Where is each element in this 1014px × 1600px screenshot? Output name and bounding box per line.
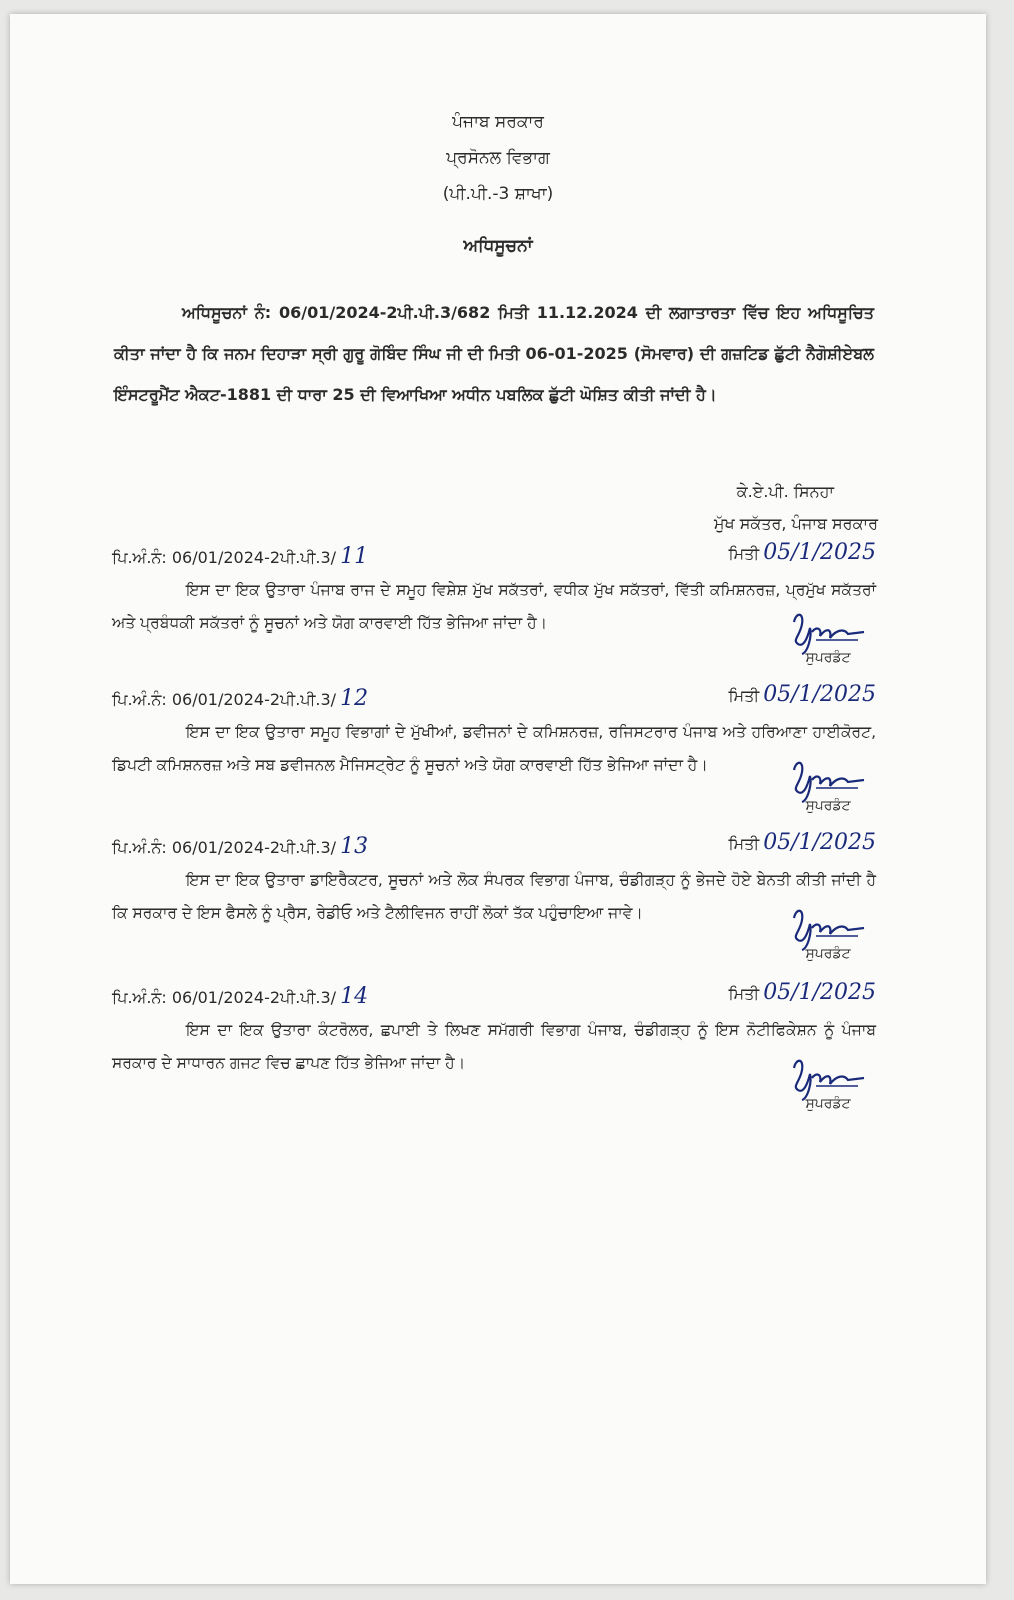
endorsement-text: ਇਸ ਦਾ ਇਕ ਉਤਾਰਾ ਡਾਇਰੈਕਟਰ, ਸੂਚਨਾਂ ਅਤੇ ਲੋਕ ਸੰਪਰਕ ਵਿਭਾਗ ਪੰਜਾਬ, ਚੰਡੀਗੜ੍ਹ ਨੂੰ ਭੇਜਦੇ ਹੋਏ ਬੇਨਤੀ ਕੀਤੀ ਜਾਂਦੀ ਹੈ ਕਿ ਸਰਕਾਰ ਦੇ ਇਸ ਫੈਸਲੇ ਨੂੰ ਪ੍ਰੈਸ, ਰੇਡੀਓ ਅਤੇ ਟੈਲੀਵਿਜਨ ਰਾਹੀਂ ਲੋਕਾਂ ਤੱਕ ਪਹੁੰਚਾਇਆ ਜਾਵੇ। <box>112 871 876 922</box>
signatory-block <box>714 476 878 540</box>
endorsement-text: ਇਸ ਦਾ ਇਕ ਉਤਾਰਾ ਕੰਟਰੋਲਰ, ਛਪਾਈ ਤੇ ਲਿਖਣ ਸਮੱਗਰੀ ਵਿਭਾਗ ਪੰਜਾਬ, ਚੰਡੀਗੜ੍ਹ ਨੂੰ ਇਸ ਨੋਟੀਫਿਕੇਸ਼ਨ ਨੂੰ ਪੰਜਾਬ ਸਰਕਾਰ ਦੇ ਸਾਧਾਰਨ ਗਜਟ ਵਿਚ ਛਾਪਣ ਹਿੱਤ ਭੇਜਿਆ ਜਾਂਦਾ ਹੈ। <box>112 1021 876 1072</box>
handwritten-ref-number: 14 <box>340 984 369 1009</box>
handwritten-date: 05/1/2025 <box>763 682 876 707</box>
endorsement-text: ਇਸ ਦਾ ਇਕ ਉਤਾਰਾ ਸਮੂਹ ਵਿਭਾਗਾਂ ਦੇ ਮੁੱਖੀਆਂ, ਡਵੀਜਨਾਂ ਦੇ ਕਮਿਸ਼ਨਰਜ਼, ਰਜਿਸਟਰਾਰ ਪੰਜਾਬ ਅਤੇ ਹਰਿਆਣਾ ਹਾਈਕੋਰਟ, ਡਿਪਟੀ ਕਮਿਸ਼ਨਰਜ਼ ਅਤੇ ਸਬ ਡਵੀਜਨਲ ਮੈਜਿਸਟ੍ਰੇਟ ਨੂੰ ਸੂਚਨਾਂ ਅਤੇ ਯੋਗ ਕਾਰਵਾਈ ਹਿੱਤ ਭੇਜਿਆ ਜਾਂਦਾ ਹੈ। <box>112 723 876 774</box>
superintendent-label: ਸੁਪਰਡੰਟ <box>805 798 851 814</box>
department-name: ਪ੍ਰਸੋਨਲ ਵਿਭਾਗ <box>446 148 550 168</box>
endorsement-date: ਮਿਤੀ 05/1/2025 <box>728 540 876 565</box>
superintendent-signature <box>786 902 870 962</box>
endorsement-ref: ਪਿ.ਅੰ.ਨੰ: 06/01/2024-2ਪੀ.ਪੀ.3/ 11 <box>112 544 369 569</box>
endorsement-ref: ਪਿ.ਅੰ.ਨੰ: 06/01/2024-2ਪੀ.ਪੀ.3/ 13 <box>112 834 369 859</box>
endorsement-3 <box>112 830 876 962</box>
endorsement-text: ਇਸ ਦਾ ਇਕ ਉਤਾਰਾ ਪੰਜਾਬ ਰਾਜ ਦੇ ਸਮੂਹ ਵਿਸ਼ੇਸ਼ ਮੁੱਖ ਸਕੱਤਰਾਂ, ਵਧੀਕ ਮੁੱਖ ਸਕੱਤਰਾਂ, ਵਿੱਤੀ ਕਮਿਸ਼ਨਰਜ਼, ਪ੍ਰਮੁੱਖ ਸਕੱਤਰਾਂ ਅਤੇ ਪ੍ਰਬੰਧਕੀ ਸਕੱਤਰਾਂ ਨੂੰ ਸੂਚਨਾਂ ਅਤੇ ਯੋਗ ਕਾਰਵਾਈ ਹਿੱਤ ਭੇਜਿਆ ਜਾਂਦਾ ਹੈ। <box>112 581 876 632</box>
signature-scribble-icon <box>786 754 870 804</box>
superintendent-signature <box>786 1052 870 1112</box>
superintendent-signature <box>786 754 870 814</box>
signatory-designation: ਮੁੱਖ ਸਕੱਤਰ, ਪੰਜਾਬ ਸਰਕਾਰ <box>713 514 878 533</box>
superintendent-label: ਸੁਪਰਡੰਟ <box>805 1096 851 1112</box>
superintendent-label: ਸੁਪਰਡੰਟ <box>805 650 851 666</box>
endorsement-1 <box>112 540 876 666</box>
government-name: ਪੰਜਾਬ ਸਰਕਾਰ <box>452 112 544 132</box>
branch-name: (ਪੀ.ਪੀ.-3 ਸ਼ਾਖਾ) <box>442 184 554 204</box>
endorsement-date: ਮਿਤੀ 05/1/2025 <box>728 682 876 707</box>
superintendent-label: ਸੁਪਰਡੰਟ <box>805 946 851 962</box>
handwritten-ref-number: 13 <box>340 834 369 859</box>
superintendent-signature <box>786 606 870 666</box>
signatory-name: ਕੇ.ਏ.ਪੀ. ਸਿਨਹਾ <box>736 482 834 501</box>
endorsement-ref: ਪਿ.ਅੰ.ਨੰ: 06/01/2024-2ਪੀ.ਪੀ.3/ 12 <box>112 686 369 711</box>
letterhead <box>10 104 986 212</box>
handwritten-date: 05/1/2025 <box>763 980 876 1005</box>
signature-scribble-icon <box>786 902 870 952</box>
signature-scribble-icon <box>786 606 870 656</box>
document-title: ਅਧਿਸੂਚਨਾਂ <box>463 236 533 256</box>
handwritten-date: 05/1/2025 <box>763 830 876 855</box>
endorsement-4 <box>112 980 876 1112</box>
handwritten-ref-number: 11 <box>340 544 369 569</box>
handwritten-ref-number: 12 <box>340 686 369 711</box>
endorsement-ref: ਪਿ.ਅੰ.ਨੰ: 06/01/2024-2ਪੀ.ਪੀ.3/ 14 <box>112 984 369 1009</box>
handwritten-date: 05/1/2025 <box>763 540 876 565</box>
notification-body: ਅਧਿਸੂਚਨਾਂ ਨੰ: 06/01/2024-2ਪੀ.ਪੀ.3/682 ਮਿਤੀ 11.12.2024 ਦੀ ਲਗਾਤਾਰਤਾ ਵਿੱਚ ਇਹ ਅਧਿਸੂਚਿਤ ਕੀਤਾ ਜਾਂਦਾ ਹੈ ਕਿ ਜਨਮ ਦਿਹਾੜਾ ਸ੍ਰੀ ਗੁਰੂ ਗੋਬਿੰਦ ਸਿੰਘ ਜੀ ਦੀ ਮਿਤੀ 06-01-2025 (ਸੋਮਵਾਰ) ਦੀ ਗਜ਼ਟਿਡ ਛੁੱਟੀ ਨੈਗੋਸ਼ੀਏਬਲ ਇੰਸਟਰੂਮੈਂਟ ਐਕਟ-1881 ਦੀ ਧਾਰਾ 25 ਦੀ ਵਿਆਖਿਆ ਅਧੀਨ ਪਬਲਿਕ ਛੁੱਟੀ ਘੋਸ਼ਿਤ ਕੀਤੀ ਜਾਂਦੀ ਹੈ। <box>114 303 874 404</box>
endorsement-date: ਮਿਤੀ 05/1/2025 <box>728 980 876 1005</box>
document-page <box>10 14 986 1584</box>
signature-scribble-icon <box>786 1052 870 1102</box>
endorsement-2 <box>112 682 876 814</box>
endorsement-date: ਮਿਤੀ 05/1/2025 <box>728 830 876 855</box>
